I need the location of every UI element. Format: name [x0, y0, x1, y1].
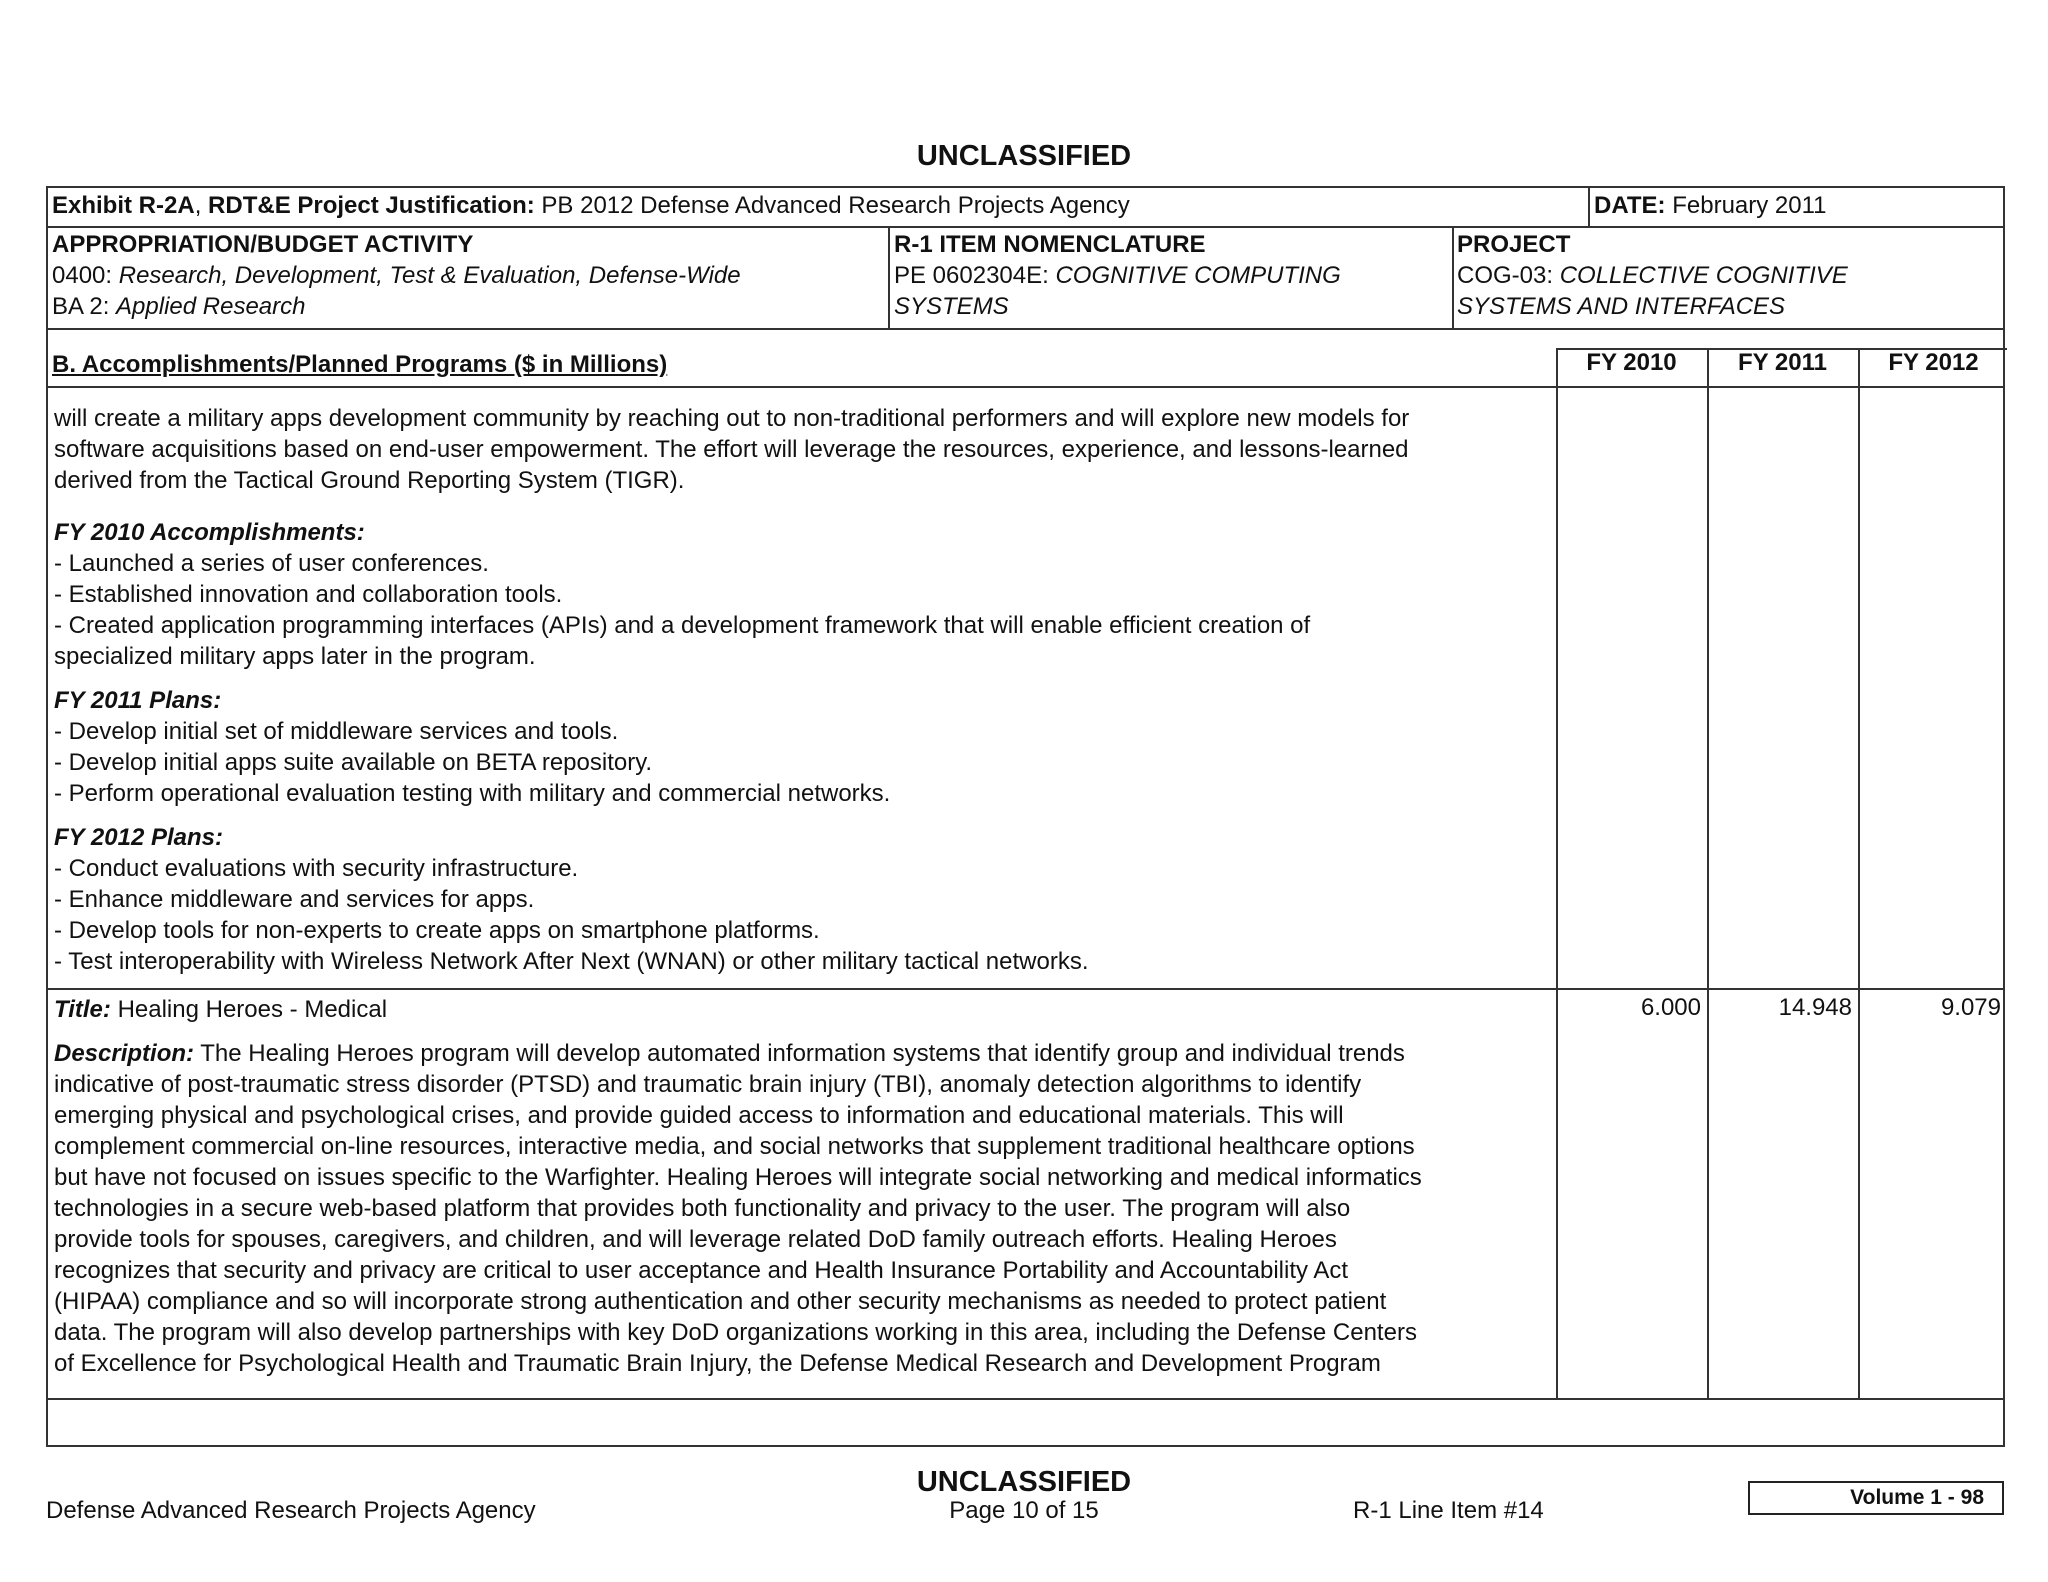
fy2010-item: specialized military apps later in the program.	[54, 643, 536, 670]
intro-line: software acquisitions based on end-user empowerment. The effort will leverage the resources, experience, and lessons-learned	[54, 436, 1409, 463]
divider-section-title	[48, 386, 2003, 388]
divider-fy2012	[1858, 348, 1860, 1398]
description-line: indicative of post-traumatic stress disorder (PTSD) and traumatic brain injury (TBI), anomaly detection algorithms to identify	[54, 1071, 1362, 1098]
description-line: technologies in a secure web-based platform that provides both functionality and privacy to the user. The program will also	[54, 1195, 1351, 1222]
program-body	[54, 994, 1554, 1379]
fy2011-item: - Perform operational evaluation testing with military and commercial networks.	[54, 780, 891, 807]
fy-2011-value: 14.948	[1778, 994, 1852, 1021]
fy-2010-value: 6.000	[1640, 994, 1701, 1021]
divider-fy2011	[1707, 348, 1709, 1398]
fy2012-item: - Develop tools for non-experts to create apps on smartphone platforms.	[54, 917, 820, 944]
divider-meta	[48, 328, 2003, 330]
continuation-body	[54, 403, 1554, 977]
fy2010-item: - Launched a series of user conferences.	[54, 550, 489, 577]
exhibit-header	[48, 190, 1130, 221]
description-line: provide tools for spouses, caregivers, and children, and will leverage related DoD family outreach efforts. Healing Heroes	[54, 1226, 1337, 1253]
fy2012-item: - Test interoperability with Wireless Network After Next (WNAN) or other military tactical networks.	[54, 948, 1089, 975]
fy-2012-value: 9.079	[1940, 994, 2001, 1021]
appropriation-text: Research, Development, Test & Evaluation, Defense-Wide	[118, 262, 741, 289]
project-line-2: SYSTEMS AND INTERFACES	[1457, 293, 1786, 320]
description-line: but have not focused on issues specific to the Warfighter. Healing Heroes will integrate social networking and medical informatics	[54, 1164, 1422, 1191]
justification-label: RDT&E Project Justification:	[208, 192, 535, 219]
footer-agency: Defense Advanced Research Projects Agency	[46, 1497, 536, 1524]
program-title	[54, 994, 1554, 1025]
fy2011-item: - Develop initial apps suite available on BETA repository.	[54, 749, 653, 776]
fy-2010-header: FY 2010	[1586, 349, 1677, 376]
budget-activity-text: Applied Research	[116, 293, 306, 320]
date-label: DATE:	[1594, 192, 1666, 219]
divider-program	[48, 988, 2003, 990]
r1-line-2: SYSTEMS	[894, 293, 1009, 320]
fy2012-heading: FY 2012 Plans:	[54, 824, 223, 851]
appropriation-cell	[48, 229, 741, 322]
date-value: February 2011	[1665, 192, 1827, 219]
exhibit-sep: ,	[194, 192, 209, 219]
fy2010-item: - Established innovation and collaboration tools.	[54, 581, 563, 608]
description-line	[54, 1038, 1554, 1069]
description-line: complement commercial on-line resources, interactive media, and social networks that supplement traditional healthcare options	[54, 1133, 1415, 1160]
fy2011-item: - Develop initial set of middleware services and tools.	[54, 718, 619, 745]
appropriation-heading: APPROPRIATION/BUDGET ACTIVITY	[52, 231, 474, 258]
fy-2012-header: FY 2012	[1888, 349, 1979, 376]
fy2012-item: - Enhance middleware and services for apps.	[54, 886, 535, 913]
appropriation-line-2	[52, 291, 741, 322]
description-line: of Excellence for Psychological Health and Traumatic Brain Injury, the Defense Medical Research and Development Program	[54, 1350, 1381, 1377]
r1-heading: R-1 ITEM NOMENCLATURE	[894, 231, 1206, 258]
divider-fy2010	[1556, 348, 1558, 1398]
footer-page-number: Page 10 of 15	[949, 1497, 1099, 1524]
divider-header	[48, 226, 2003, 228]
fy2010-item: - Created application programming interfaces (APIs) and a development framework that will enable efficient creation of	[54, 612, 1311, 639]
appropriation-code: 0400:	[52, 262, 119, 289]
divider-bottom	[48, 1398, 2003, 1400]
intro-line: will create a military apps development community by reaching out to non-traditional performers and will explore new models for	[54, 405, 1410, 432]
appropriation-line-1	[52, 260, 741, 291]
intro-line: derived from the Tactical Ground Reporting System (TIGR).	[54, 467, 685, 494]
volume-badge: Volume 1 - 98	[1748, 1481, 2004, 1515]
description-line: recognizes that security and privacy are critical to user acceptance and Health Insurance Portability and Accountability Act	[54, 1257, 1349, 1284]
project-heading: PROJECT	[1457, 231, 1571, 258]
project-cell	[1453, 229, 1848, 322]
r1-line-1	[894, 260, 1341, 291]
project-line-1	[1457, 260, 1848, 291]
program-title-label: Title:	[54, 996, 111, 1023]
r1-text: COGNITIVE COMPUTING	[1055, 262, 1341, 289]
section-title: B. Accomplishments/Planned Programs ($ in Millions)	[52, 351, 668, 378]
project-text: COLLECTIVE COGNITIVE	[1559, 262, 1848, 289]
description-line: (HIPAA) compliance and so will incorporate strong authentication and other security mechanisms as needed to protect patient	[54, 1288, 1387, 1315]
footer-line-item: R-1 Line Item #14	[1353, 1497, 1544, 1524]
program-title-value: Healing Heroes - Medical	[110, 996, 388, 1023]
fy2012-item: - Conduct evaluations with security infrastructure.	[54, 855, 579, 882]
r1-code: PE 0602304E:	[894, 262, 1056, 289]
date-header	[1590, 190, 1827, 221]
description-label: Description:	[54, 1040, 195, 1067]
r1-cell	[890, 229, 1341, 322]
fy2010-heading: FY 2010 Accomplishments:	[54, 519, 365, 546]
justification-value: PB 2012 Defense Advanced Research Projects Agency	[534, 192, 1130, 219]
fy-2011-header: FY 2011	[1738, 349, 1827, 376]
description-line: emerging physical and psychological crises, and provide guided access to information and educational materials. This will	[54, 1102, 1344, 1129]
description-line: data. The program will also develop partnerships with key DoD organizations working in this area, including the Defense Centers	[54, 1319, 1417, 1346]
fy2011-heading: FY 2011 Plans:	[54, 687, 222, 714]
description-text: The Healing Heroes program will develop automated information systems that identify group and individual trends	[194, 1040, 1405, 1067]
budget-activity-code: BA 2:	[52, 293, 117, 320]
bottom-classification-banner: UNCLASSIFIED	[916, 1466, 1132, 1498]
project-code: COG-03:	[1457, 262, 1560, 289]
top-classification-banner: UNCLASSIFIED	[916, 140, 1132, 172]
exhibit-label: Exhibit R-2A	[52, 192, 195, 219]
